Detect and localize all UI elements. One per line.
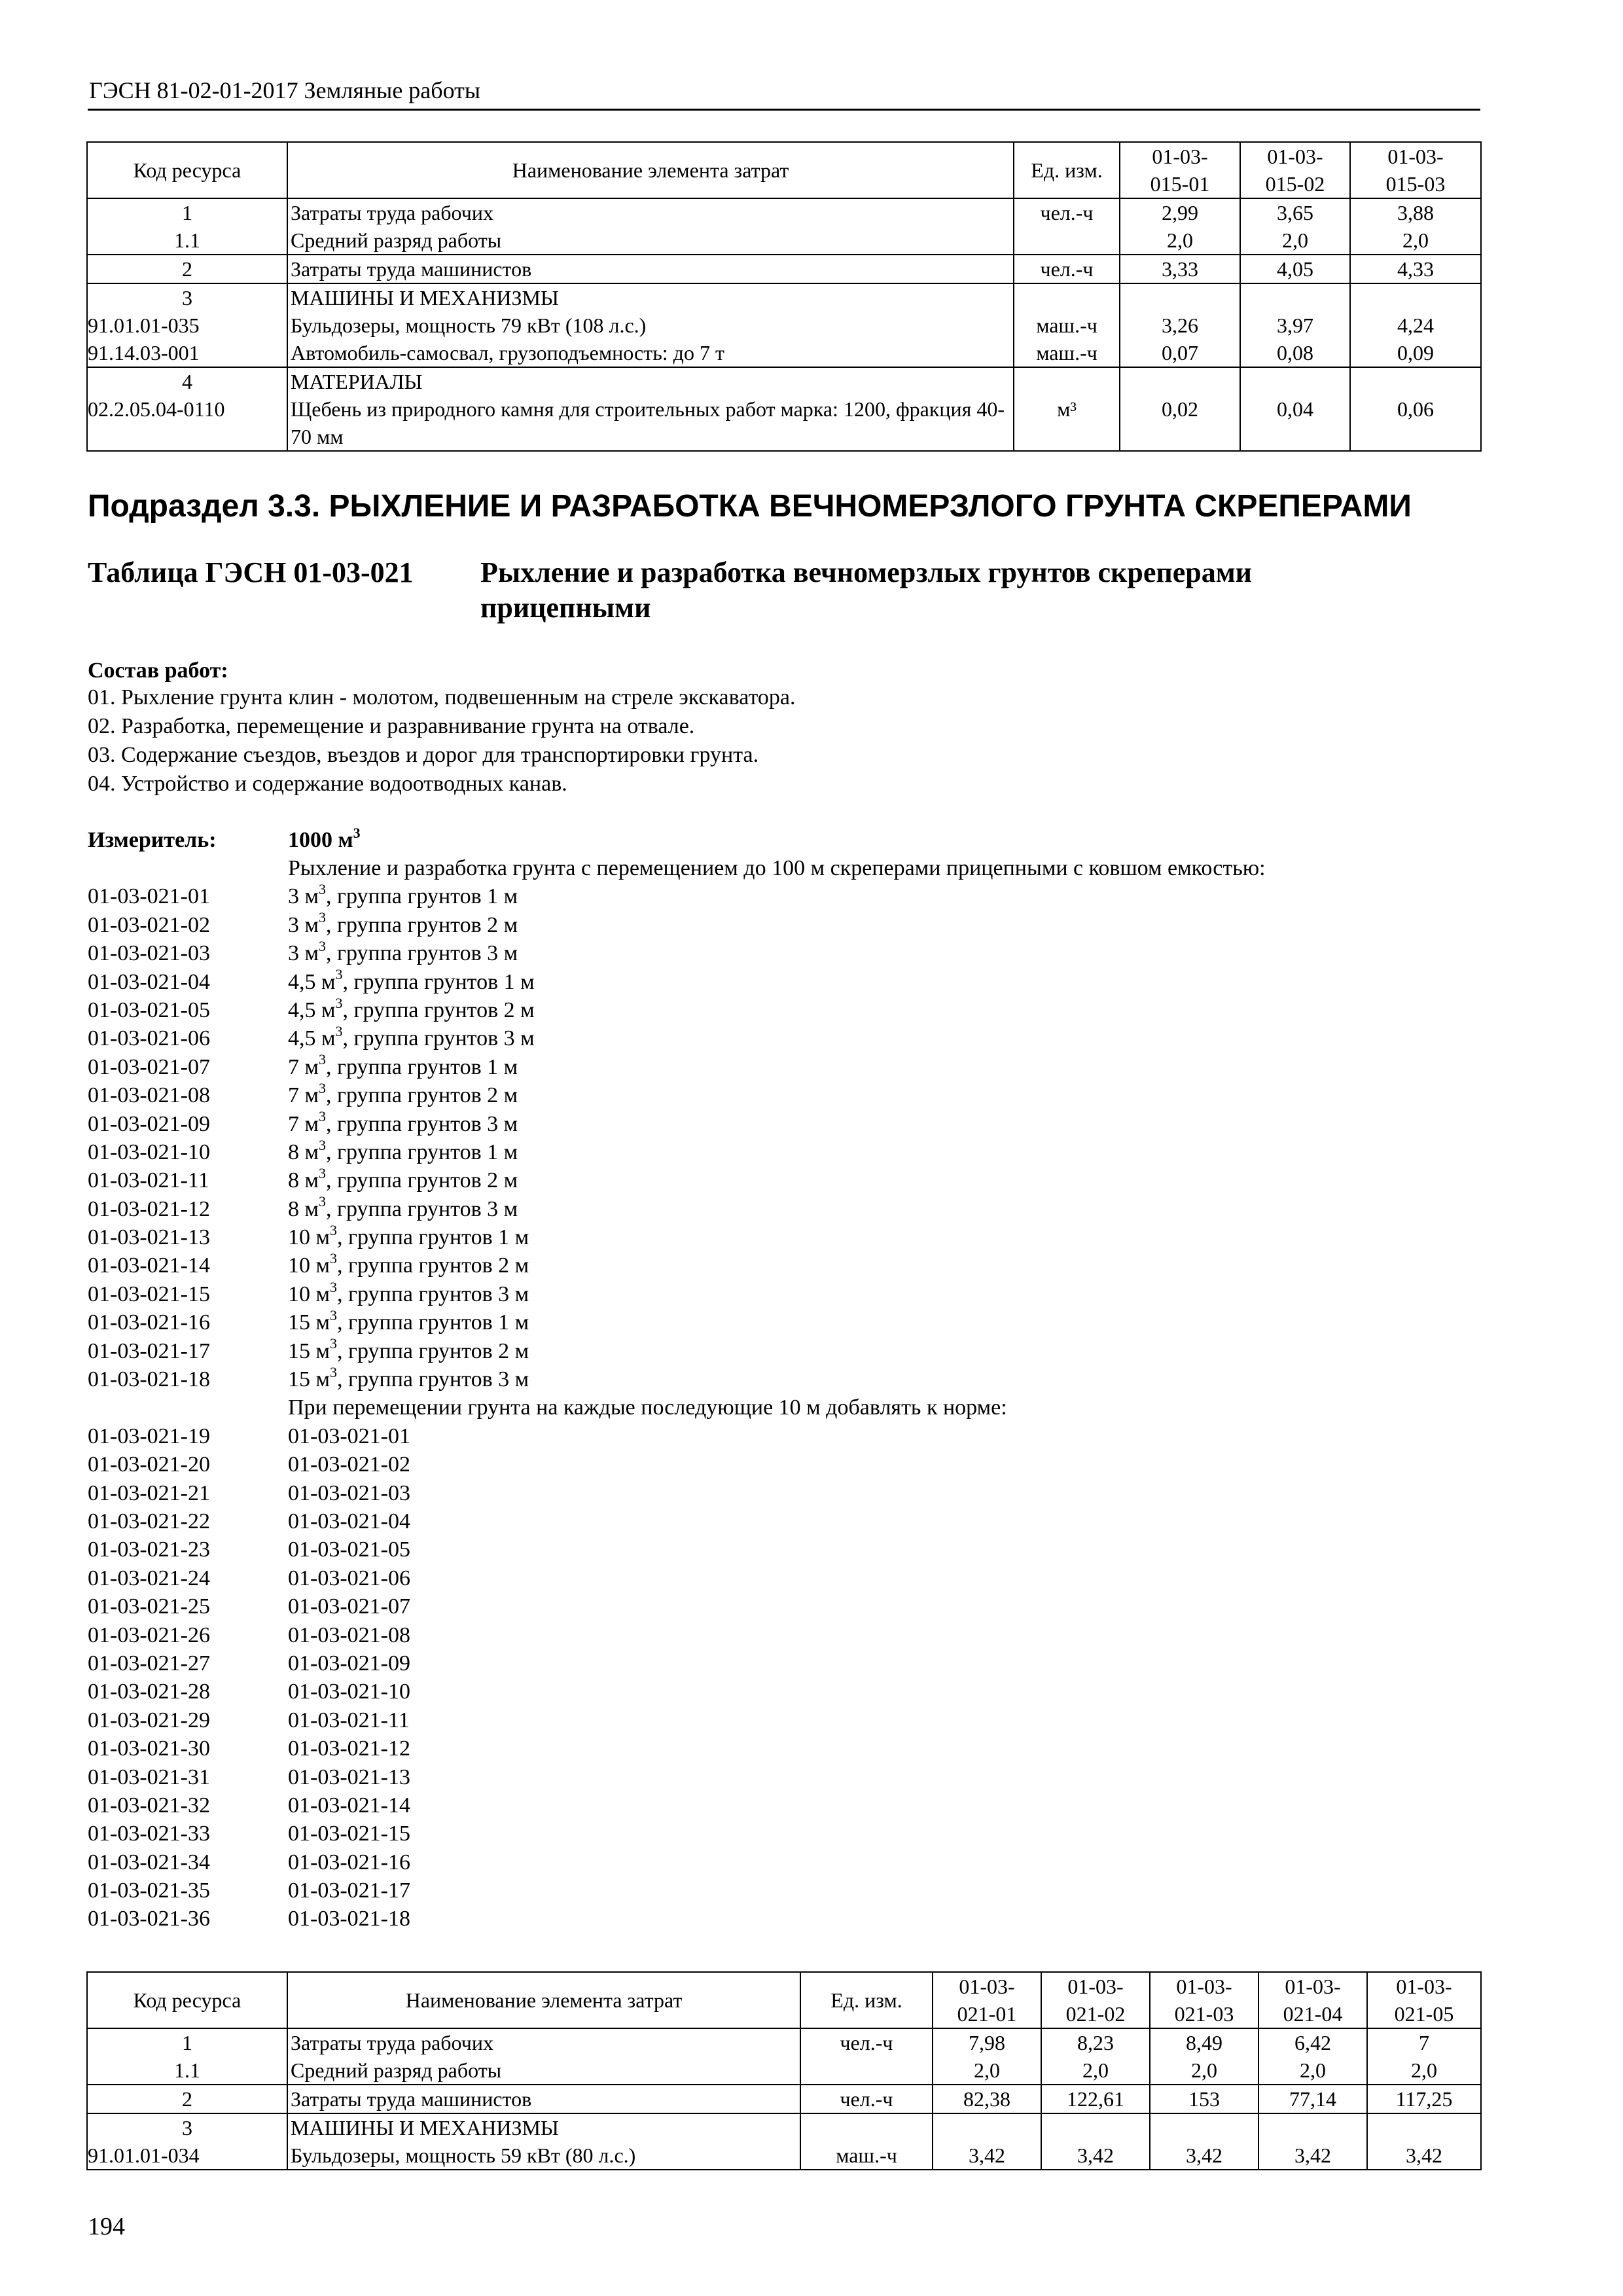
unit-cell: [1014, 226, 1120, 255]
norm-code: 01-03-021-21: [88, 1480, 210, 1505]
value-cell: 3,97: [1240, 312, 1350, 339]
norm-volume: 10 м: [288, 1253, 330, 1278]
superscript: 3: [335, 966, 343, 983]
norm-reference: 01-03-021-13: [288, 1765, 410, 1789]
resource-name-cell: МАШИНЫ И МЕХАНИЗМЫ: [287, 2113, 800, 2142]
unit-cell: [800, 2113, 933, 2142]
unit-cell: чел.-ч: [1014, 198, 1120, 226]
value-cell: 0,07: [1120, 339, 1240, 367]
value-cell: [933, 2113, 1041, 2142]
norm-description: [288, 1053, 518, 1081]
norm-description: [288, 1081, 518, 1109]
resource-name-cell: Средний разряд работы: [287, 226, 1014, 255]
norm-soil-group: , группа грунтов 3 м: [337, 1367, 529, 1392]
norm-code: 01-03-021-10: [88, 1139, 210, 1164]
norm-code: 01-03-021-24: [88, 1566, 210, 1590]
measure-label: Измеритель:: [88, 828, 217, 852]
value-cell: 3,42: [1150, 2142, 1258, 2170]
resource-name-cell: МАТЕРИАЛЫ: [287, 367, 1014, 395]
value-cell: [1240, 367, 1350, 395]
value-cell: 0,09: [1350, 339, 1481, 367]
value-cell: 2,0: [933, 2056, 1041, 2085]
norm-description: [288, 968, 535, 996]
col-header-norm: 01-03- 015-02: [1240, 142, 1350, 198]
superscript: 3: [319, 881, 327, 898]
value-cell: [1150, 2113, 1258, 2142]
resource-code-cell: 1: [87, 198, 287, 226]
value-cell: 7: [1367, 2028, 1481, 2056]
value-cell: 77,14: [1258, 2085, 1367, 2113]
value-cell: 153: [1150, 2085, 1258, 2113]
superscript: 3: [319, 1136, 327, 1153]
norm-reference: 01-03-021-14: [288, 1793, 410, 1818]
resource-name-cell: Затраты труда машинистов: [287, 2085, 800, 2113]
value-cell: 122,61: [1041, 2085, 1150, 2113]
norm-volume: 4,5 м: [288, 997, 336, 1022]
norm-code: 01-03-021-01: [88, 884, 210, 909]
value-cell: [1041, 2113, 1150, 2142]
work-item: 02. Разработка, перемещение и разравнивание грунта на отвале.: [88, 714, 695, 738]
value-cell: 8,23: [1041, 2028, 1150, 2056]
value-cell: [1120, 367, 1240, 395]
work-composition-heading: Состав работ:: [88, 658, 228, 683]
norm-code: 01-03-021-12: [88, 1196, 210, 1221]
norm-code: 01-03-021-27: [88, 1651, 210, 1676]
norm-description: [288, 1280, 529, 1308]
norm-volume: 8 м: [288, 1196, 319, 1221]
norm-code: 01-03-021-09: [88, 1111, 210, 1136]
resource-code-cell: 3: [87, 2113, 287, 2142]
value-cell: 0,06: [1350, 395, 1481, 451]
resource-code-cell: 1: [87, 2028, 287, 2056]
value-cell: 0,08: [1240, 339, 1350, 367]
superscript: 3: [330, 1335, 338, 1352]
norm-soil-group: , группа грунтов 3 м: [342, 1026, 535, 1051]
unit-cell: маш.-ч: [800, 2142, 933, 2170]
norm-group-intro: Рыхление и разработка грунта с перемещением до 100 м скреперами прицепными с ковшом емкостью:: [288, 856, 1266, 880]
resource-table-body: [87, 198, 1481, 451]
norm-description: [288, 1166, 518, 1194]
value-cell: 3,65: [1240, 198, 1350, 226]
table-row: [87, 2085, 1481, 2113]
value-cell: 2,0: [1150, 2056, 1258, 2085]
value-cell: [1120, 283, 1240, 312]
superscript: 3: [319, 937, 327, 954]
value-cell: 4,24: [1350, 312, 1481, 339]
superscript: 3: [319, 909, 327, 926]
col-header-code: Код ресурса: [87, 142, 287, 198]
unit-cell: чел.-ч: [1014, 255, 1120, 283]
unit-cell: м³: [1014, 395, 1120, 451]
norm-reference: 01-03-021-02: [288, 1452, 410, 1477]
table-row: [87, 198, 1481, 226]
norm-code: 01-03-021-29: [88, 1708, 210, 1732]
norm-volume: 3 м: [288, 912, 319, 937]
norm-reference: 01-03-021-07: [288, 1594, 410, 1619]
value-cell: 2,0: [1240, 226, 1350, 255]
superscript: 3: [330, 1221, 338, 1238]
unit-cell: [1014, 283, 1120, 312]
value-cell: 3,88: [1350, 198, 1481, 226]
norm-reference: 01-03-021-01: [288, 1424, 410, 1448]
norm-soil-group: , группа грунтов 1 м: [342, 969, 535, 994]
value-cell: 3,42: [1258, 2142, 1367, 2170]
table-row: [87, 283, 1481, 312]
value-cell: 2,0: [1258, 2056, 1367, 2085]
value-cell: 0,04: [1240, 395, 1350, 451]
norm-volume: 8 м: [288, 1168, 319, 1193]
norm-soil-group: , группа грунтов 3 м: [337, 1282, 529, 1306]
unit-cell: [1014, 367, 1120, 395]
value-cell: [1258, 2113, 1367, 2142]
norm-description: [288, 1251, 529, 1280]
norm-description: [288, 1365, 529, 1393]
resource-name-cell: Бульдозеры, мощность 59 кВт (80 л.с.): [287, 2142, 800, 2170]
norm-volume: 10 м: [288, 1282, 330, 1306]
resource-code-cell: 2: [87, 2085, 287, 2113]
norm-code: 01-03-021-35: [88, 1878, 210, 1903]
unit-cell: маш.-ч: [1014, 339, 1120, 367]
resource-table-body: [87, 2028, 1481, 2170]
table-label: Таблица ГЭСН 01-03-021: [88, 556, 414, 588]
norm-reference: 01-03-021-04: [288, 1509, 410, 1534]
unit-cell: чел.-ч: [800, 2028, 933, 2056]
resource-name-cell: Автомобиль-самосвал, грузоподъемность: до 7 т: [287, 339, 1014, 367]
norm-reference: 01-03-021-15: [288, 1821, 410, 1846]
work-composition-list: [88, 683, 795, 798]
norm-description: [288, 996, 535, 1024]
norm-code: 01-03-021-08: [88, 1083, 210, 1108]
resource-code-cell: 91.01.01-035: [87, 312, 287, 339]
norm-code: 01-03-021-28: [88, 1679, 210, 1704]
norm-reference: 01-03-021-06: [288, 1566, 410, 1590]
norm-code: 01-03-021-16: [88, 1310, 210, 1335]
norm-code: 01-03-021-18: [88, 1367, 210, 1392]
resource-code-cell: 91.01.01-034: [87, 2142, 287, 2170]
resource-code-cell: 02.2.05.04-0110: [87, 395, 287, 451]
norm-code: 01-03-021-13: [88, 1225, 210, 1250]
resource-code-cell: 1.1: [87, 226, 287, 255]
subsection-title: Подраздел 3.3. РЫХЛЕНИЕ И РАЗРАБОТКА ВЕЧНОМЕРЗЛОГО ГРУНТА СКРЕПЕРАМИ: [88, 489, 1412, 524]
table-row: [87, 226, 1481, 255]
superscript: 3: [319, 1108, 327, 1125]
value-cell: 3,42: [933, 2142, 1041, 2170]
col-header-unit: Ед. изм.: [800, 1972, 933, 2028]
norm-description: [288, 1308, 529, 1336]
norm-soil-group: , группа грунтов 2 м: [342, 997, 535, 1022]
norm-volume: 15 м: [288, 1310, 330, 1335]
norm-code: 01-03-021-22: [88, 1509, 210, 1534]
norm-code: 01-03-021-06: [88, 1026, 210, 1051]
value-cell: 2,0: [1367, 2056, 1481, 2085]
value-cell: 117,25: [1367, 2085, 1481, 2113]
superscript: 3: [319, 1051, 327, 1068]
superscript: 3: [319, 1079, 327, 1096]
unit-cell: чел.-ч: [800, 2085, 933, 2113]
norm-code: 01-03-021-23: [88, 1537, 210, 1562]
norm-soil-group: , группа грунтов 3 м: [326, 1111, 518, 1136]
superscript: 3: [335, 1023, 343, 1040]
superscript: 3: [319, 1193, 327, 1210]
col-header-norm: 01-03- 021-05: [1367, 1972, 1481, 2028]
norm-volume: 7 м: [288, 1111, 319, 1136]
col-header-name: Наименование элемента затрат: [287, 142, 1014, 198]
norm-reference: 01-03-021-11: [288, 1708, 410, 1732]
norm-reference: 01-03-021-18: [288, 1907, 410, 1931]
col-header-norm: 01-03- 021-02: [1041, 1972, 1150, 2028]
value-cell: [1350, 283, 1481, 312]
resource-name-cell: Щебень из природного камня для строительных работ марка: 1200, фракция 40-70 мм: [287, 395, 1014, 451]
value-cell: 3,26: [1120, 312, 1240, 339]
norm-description: [288, 1024, 535, 1052]
norm-soil-group: , группа грунтов 3 м: [326, 1196, 518, 1221]
superscript: 3: [319, 1164, 327, 1181]
table-row: [87, 395, 1481, 451]
norm-description: [288, 882, 518, 910]
table-row: [87, 367, 1481, 395]
page-number: 194: [88, 2213, 125, 2240]
col-header-name: Наименование элемента затрат: [287, 1972, 800, 2028]
norm-description: [288, 911, 518, 939]
norm-description: [288, 1223, 529, 1251]
norm-code: 01-03-021-31: [88, 1765, 210, 1789]
superscript: 3: [330, 1363, 338, 1380]
norm-reference: 01-03-021-17: [288, 1878, 410, 1903]
resource-name-cell: МАШИНЫ И МЕХАНИЗМЫ: [287, 283, 1014, 312]
col-header-unit: Ед. изм.: [1014, 142, 1120, 198]
norm-soil-group: , группа грунтов 1 м: [326, 1054, 518, 1079]
norm-code: 01-03-021-02: [88, 912, 210, 937]
norm-soil-group: , группа грунтов 2 м: [326, 912, 518, 937]
resource-code-cell: 4: [87, 367, 287, 395]
superscript: 3: [330, 1278, 338, 1295]
resource-table-015: [86, 141, 1482, 452]
norm-volume: 3 м: [288, 884, 319, 909]
col-header-norm: 01-03- 021-04: [1258, 1972, 1367, 2028]
table-row: [87, 339, 1481, 367]
value-cell: 82,38: [933, 2085, 1041, 2113]
norm-code: 01-03-021-07: [88, 1054, 210, 1079]
value-cell: 0,02: [1120, 395, 1240, 451]
superscript: 3: [330, 1306, 338, 1323]
norm-group-intro: При перемещении грунта на каждые последующие 10 м добавлять к норме:: [288, 1395, 1007, 1420]
norm-reference: 01-03-021-16: [288, 1850, 410, 1874]
norm-soil-group: , группа грунтов 1 м: [326, 1139, 518, 1164]
norm-code: 01-03-021-19: [88, 1424, 210, 1448]
col-header-norm: 01-03- 015-01: [1120, 142, 1240, 198]
norm-volume: 7 м: [288, 1054, 319, 1079]
norm-code: 01-03-021-36: [88, 1907, 210, 1931]
norm-soil-group: , группа грунтов 2 м: [337, 1338, 529, 1363]
norm-code: 01-03-021-14: [88, 1253, 210, 1278]
value-cell: 2,0: [1350, 226, 1481, 255]
norm-code: 01-03-021-25: [88, 1594, 210, 1619]
value-cell: 2,99: [1120, 198, 1240, 226]
value-cell: 3,33: [1120, 255, 1240, 283]
table-row: [87, 2028, 1481, 2056]
value-cell: 8,49: [1150, 2028, 1258, 2056]
norm-code: 01-03-021-30: [88, 1736, 210, 1761]
norm-description: [288, 1195, 518, 1223]
norm-soil-group: , группа грунтов 1 м: [326, 884, 518, 909]
resource-name-cell: Бульдозеры, мощность 79 кВт (108 л.с.): [287, 312, 1014, 339]
value-cell: 4,33: [1350, 255, 1481, 283]
value-cell: [1350, 367, 1481, 395]
resource-name-cell: Затраты труда рабочих: [287, 2028, 800, 2056]
value-cell: 4,05: [1240, 255, 1350, 283]
value-cell: [1240, 283, 1350, 312]
norm-volume: 15 м: [288, 1338, 330, 1363]
norm-soil-group: , группа грунтов 1 м: [337, 1225, 529, 1250]
norm-volume: 10 м: [288, 1225, 330, 1250]
value-cell: 3,42: [1041, 2142, 1150, 2170]
resource-name-cell: Средний разряд работы: [287, 2056, 800, 2085]
norm-reference: 01-03-021-10: [288, 1679, 410, 1704]
norm-volume: 7 м: [288, 1083, 319, 1108]
col-header-norm: 01-03- 021-03: [1150, 1972, 1258, 2028]
norm-volume: 3 м: [288, 941, 319, 966]
value-cell: 7,98: [933, 2028, 1041, 2056]
table-row: [87, 255, 1481, 283]
unit-cell: [800, 2056, 933, 2085]
work-item: 04. Устройство и содержание водоотводных канав.: [88, 772, 567, 796]
table-row: [87, 2113, 1481, 2142]
resource-code-cell: 2: [87, 255, 287, 283]
measure-value: 1000 $м^3$: [288, 824, 361, 852]
col-header-norm: 01-03- 015-03: [1350, 142, 1481, 198]
work-item: 03. Содержание съездов, въездов и дорог для транспортировки грунта.: [88, 743, 759, 767]
norm-reference: 01-03-021-05: [288, 1537, 410, 1562]
norm-soil-group: , группа грунтов 2 м: [326, 1083, 518, 1108]
resource-code-cell: 1.1: [87, 2056, 287, 2085]
unit-cell: маш.-ч: [1014, 312, 1120, 339]
table-title: Рыхление и разработка вечномерзлых грунтов скреперами прицепными: [480, 556, 1253, 624]
norm-code: 01-03-021-17: [88, 1338, 210, 1363]
resource-code-cell: 91.14.03-001: [87, 339, 287, 367]
norm-reference: 01-03-021-08: [288, 1623, 410, 1647]
norm-description: [288, 1337, 529, 1365]
norm-code: 01-03-021-05: [88, 997, 210, 1022]
norm-soil-group: , группа грунтов 2 м: [337, 1253, 529, 1278]
norm-description: [288, 1110, 518, 1138]
resource-code-cell: 3: [87, 283, 287, 312]
norm-code: 01-03-021-32: [88, 1793, 210, 1818]
table-row: [87, 2056, 1481, 2085]
col-header-code: Код ресурса: [87, 1972, 287, 2028]
norm-code: 01-03-021-15: [88, 1282, 210, 1306]
norm-soil-group: , группа грунтов 1 м: [337, 1310, 529, 1335]
value-cell: 6,42: [1258, 2028, 1367, 2056]
norm-code: 01-03-021-26: [88, 1623, 210, 1647]
norm-code: 01-03-021-03: [88, 941, 210, 966]
superscript: 3: [330, 1250, 338, 1267]
norm-volume: 8 м: [288, 1139, 319, 1164]
header-rule: [88, 109, 1480, 111]
norm-description: [288, 1138, 518, 1166]
norm-code: 01-03-021-11: [88, 1168, 209, 1193]
running-header: ГЭСН 81-02-01-2017 Земляные работы: [89, 77, 481, 103]
norm-volume: 4,5 м: [288, 969, 336, 994]
value-cell: [1367, 2113, 1481, 2142]
resource-table-021: [86, 1971, 1482, 2170]
norm-volume: 4,5 м: [288, 1026, 336, 1051]
resource-name-cell: Затраты труда машинистов: [287, 255, 1014, 283]
work-item: 01. Рыхление грунта клин - молотом, подвешенным на стреле экскаватора.: [88, 685, 796, 709]
norm-reference: 01-03-021-03: [288, 1480, 410, 1505]
norm-soil-group: , группа грунтов 3 м: [326, 941, 518, 966]
norm-description: [288, 939, 518, 967]
table-row: [87, 312, 1481, 339]
norm-volume: 15 м: [288, 1367, 330, 1392]
norm-soil-group: , группа грунтов 2 м: [326, 1168, 518, 1193]
value-cell: 2,0: [1120, 226, 1240, 255]
superscript: 3: [335, 994, 343, 1011]
col-header-norm: 01-03- 021-01: [933, 1972, 1041, 2028]
norm-code: 01-03-021-20: [88, 1452, 210, 1477]
table-row: [87, 2142, 1481, 2170]
norm-reference: 01-03-021-09: [288, 1651, 410, 1676]
resource-name-cell: Затраты труда рабочих: [287, 198, 1014, 226]
value-cell: 2,0: [1041, 2056, 1150, 2085]
value-cell: 3,42: [1367, 2142, 1481, 2170]
norm-reference: 01-03-021-12: [288, 1736, 410, 1761]
norm-code: 01-03-021-34: [88, 1850, 210, 1874]
norm-code: 01-03-021-33: [88, 1821, 210, 1846]
norm-code: 01-03-021-04: [88, 969, 210, 994]
